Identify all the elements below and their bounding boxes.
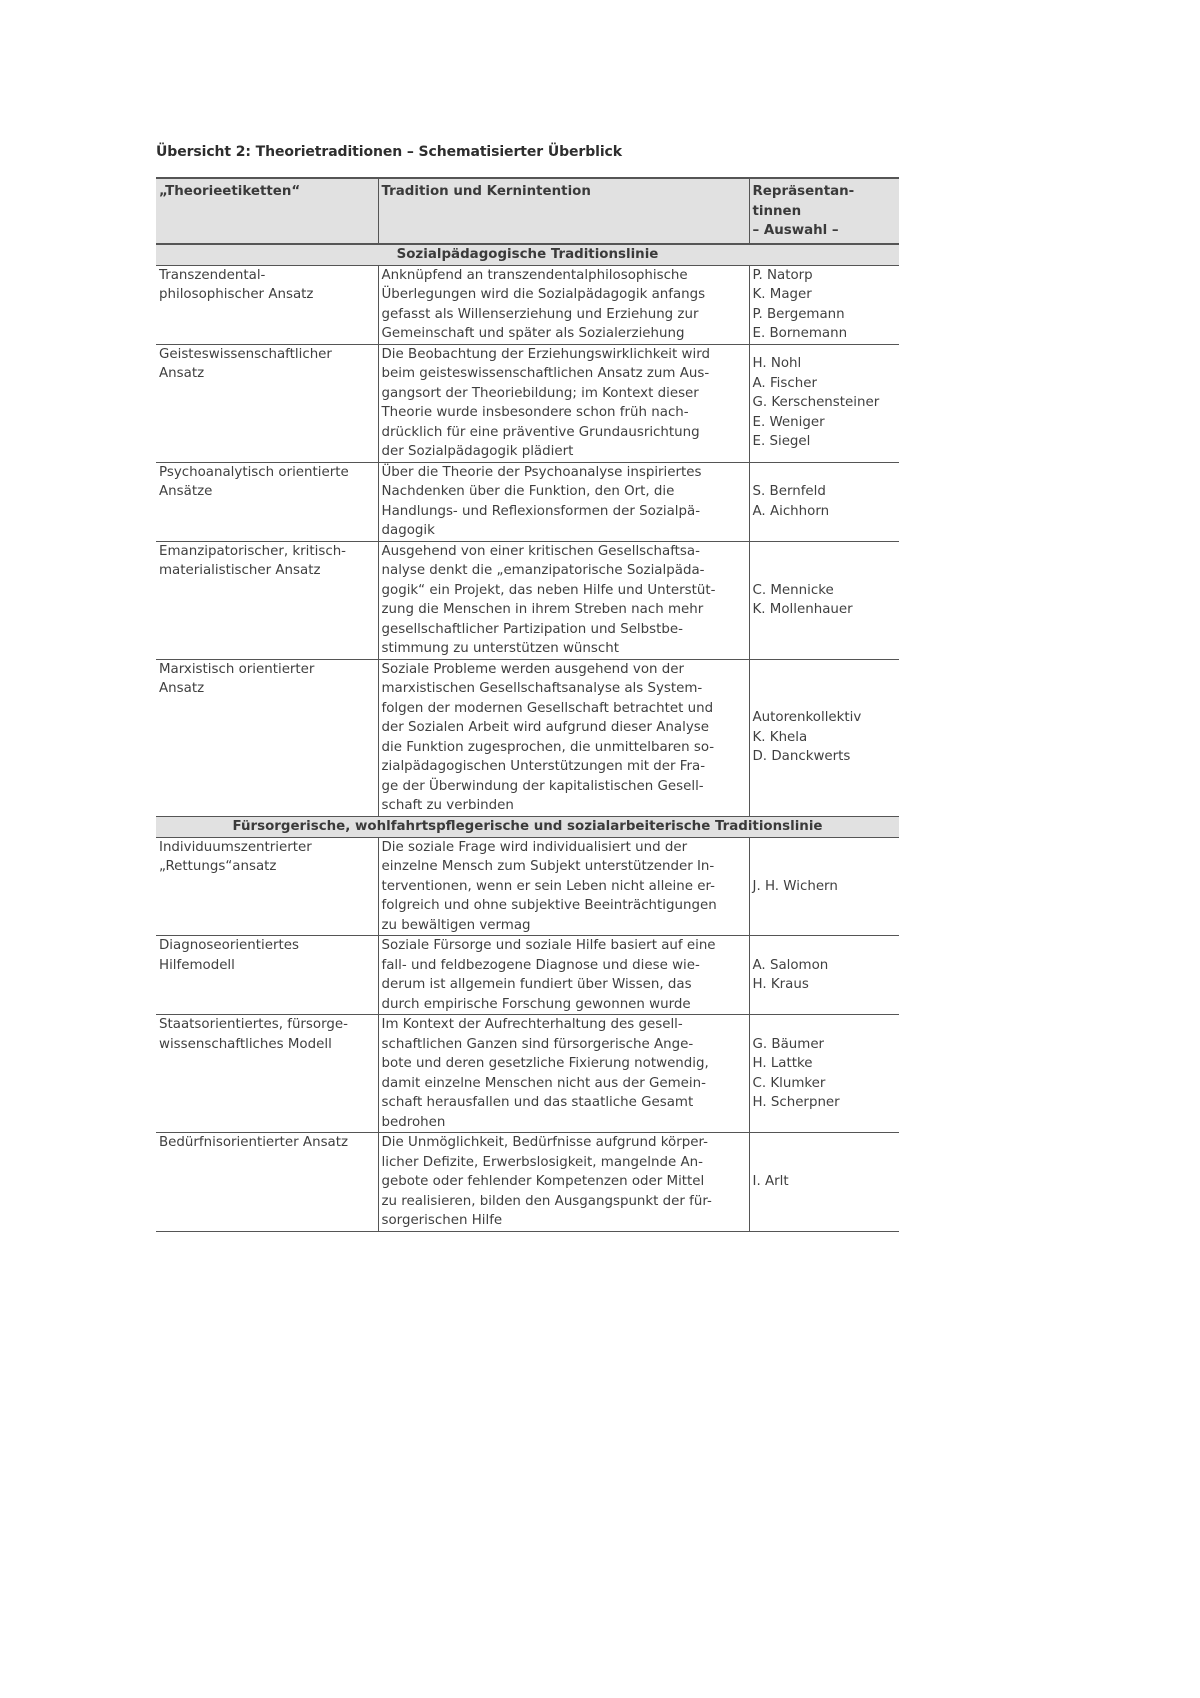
theory-label: Diagnoseorientiertes Hilfemodell bbox=[159, 938, 299, 973]
tradition-description: Soziale Fürsorge und soziale Hilfe basiert auf eine fall- und feldbezogene Diagnose und diese wie- derum ist allgemein fundiert über Wissen, das durch empirische Forschung gewonnen wurde bbox=[381, 938, 716, 1012]
representative-name: G. Kerschensteiner bbox=[752, 395, 880, 411]
representatives-list bbox=[753, 708, 897, 767]
theory-label: Staatsorientiertes, fürsorge- wissenschaftliches Modell bbox=[159, 1017, 348, 1052]
tradition-description: Soziale Probleme werden ausgehend von der marxistischen Gesellschaftsanalyse als System- folgen der modernen Gesellschaft betrachtet und der Sozialen Arbeit wird aufgrund dieser Analyse die Funktion zugesprochen, die unmittelbaren so- zialpädagogischen Unterstützungen mit der Fra- ge der Überwindung der kapitalistischen Gesell- schaft zu verbinden bbox=[381, 661, 715, 813]
section-row bbox=[156, 244, 899, 266]
theory-traditions-table bbox=[156, 177, 899, 1232]
representative-name: D. Danckwerts bbox=[752, 749, 851, 765]
tradition-cell bbox=[378, 462, 749, 541]
table-body bbox=[156, 244, 899, 1232]
tradition-cell bbox=[378, 1015, 749, 1133]
theory-label-cell bbox=[156, 462, 378, 541]
representatives-cell bbox=[749, 1015, 899, 1133]
theory-label-cell bbox=[156, 936, 378, 1015]
representative-name: E. Bornemann bbox=[752, 326, 848, 341]
representatives-list bbox=[753, 354, 897, 452]
representatives-list bbox=[753, 1035, 897, 1113]
theory-label-cell bbox=[156, 344, 378, 462]
representative-name: E. Weniger bbox=[752, 414, 825, 430]
header-tradition: Tradition und Kernintention bbox=[378, 178, 749, 244]
representative-name: E. Siegel bbox=[752, 434, 811, 450]
table-row bbox=[156, 936, 899, 1015]
representative-name: K. Mollenhauer bbox=[752, 602, 853, 617]
theory-label-cell bbox=[156, 659, 378, 816]
representative-name: P. Natorp bbox=[752, 267, 813, 283]
page-title: Übersicht 2: Theorietraditionen – Schematisierter Überblick bbox=[156, 144, 622, 160]
tradition-description: Anknüpfend an transzendentalphilosophische Überlegungen wird die Sozialpädagogik anfangs gefasst als Willenserziehung und Erziehung zur Gemeinschaft und später als Sozialerziehung bbox=[381, 267, 706, 341]
representative-name: A. Salomon bbox=[752, 957, 829, 973]
representatives-list bbox=[753, 1172, 897, 1192]
representatives-cell bbox=[749, 541, 899, 659]
table-header-row bbox=[156, 178, 899, 244]
tradition-description: Die Beobachtung der Erziehungswirklichkeit wird beim geisteswissenschaftlichen Ansatz zum Aus- gangsort der Theoriebildung; im Kontext dieser Theorie wurde insbesondere schon früh nach- drücklich für eine präventive Grundausrichtung der Sozialpädagogik plädiert bbox=[381, 346, 710, 459]
table-row bbox=[156, 265, 899, 344]
representatives-list bbox=[753, 956, 897, 995]
section-row bbox=[156, 816, 899, 837]
tradition-description: Die soziale Frage wird individualisiert und der einzelne Mensch zum Subjekt unterstützender In- terventionen, wenn er sein Leben nicht alleine er- folgreich und ohne subjektive Beeinträchtigungen zu bewältigen vermag bbox=[381, 839, 717, 933]
representatives-list bbox=[753, 266, 897, 344]
representative-name: H. Lattke bbox=[752, 1056, 813, 1071]
representative-name: A. Aichhorn bbox=[752, 503, 830, 519]
tradition-description: Im Kontext der Aufrechterhaltung des gesell- schaftlichen Ganzen sind fürsorgerische Ange- bote und deren gesetzliche Fixierung notwendig, damit einzelne Menschen nicht aus der Gemein- schaft herausfallen und das staatliche Gesamt bedrohen bbox=[381, 1017, 709, 1130]
table-row bbox=[156, 344, 899, 462]
representatives-cell bbox=[749, 837, 899, 936]
representatives-cell bbox=[749, 462, 899, 541]
tradition-cell bbox=[378, 1133, 749, 1232]
tradition-description: Ausgehend von einer kritischen Gesellschaftsa- nalyse denkt die „emanzipatorische Sozialpäda- gogik“ ein Projekt, das neben Hilfe und Unterstüt- zung die Menschen in ihrem Streben nach mehr gesellschaftlicher Partizipation und Selbstbe- stimmung zu unterstützen wünscht bbox=[381, 543, 716, 656]
theory-label-cell bbox=[156, 541, 378, 659]
representative-name: C. Mennicke bbox=[752, 582, 834, 598]
header-representatives: Repräsentan- tinnen – Auswahl – bbox=[749, 178, 899, 244]
table-row bbox=[156, 1015, 899, 1133]
theory-label-cell bbox=[156, 837, 378, 936]
representatives-cell bbox=[749, 265, 899, 344]
representative-name: C. Klumker bbox=[752, 1075, 826, 1091]
representatives-cell bbox=[749, 659, 899, 816]
representatives-cell bbox=[749, 1133, 899, 1232]
theory-label: Marxistisch orientierter Ansatz bbox=[159, 661, 315, 696]
table-row bbox=[156, 1133, 899, 1232]
theory-label: Emanzipatorischer, kritisch- materialistischer Ansatz bbox=[159, 543, 347, 578]
representative-name: K. Mager bbox=[752, 287, 812, 302]
table-row bbox=[156, 462, 899, 541]
table-row bbox=[156, 837, 899, 936]
theory-label: Geisteswissenschaftlicher Ansatz bbox=[159, 346, 332, 381]
theory-label: Transzendental- philosophischer Ansatz bbox=[159, 267, 314, 302]
theory-label-cell bbox=[156, 1133, 378, 1232]
representative-name: P. Bergemann bbox=[752, 306, 845, 322]
representatives-list bbox=[753, 482, 897, 521]
tradition-description: Über die Theorie der Psychoanalyse inspiriertes Nachdenken über die Funktion, den Ort, die Handlungs- und Reflexionsformen der Sozialpä- dagogik bbox=[381, 464, 702, 538]
representative-name: G. Bäumer bbox=[752, 1036, 825, 1052]
representative-name: H. Scherpner bbox=[752, 1095, 840, 1110]
tradition-cell bbox=[378, 344, 749, 462]
representatives-cell bbox=[749, 936, 899, 1015]
tradition-cell bbox=[378, 541, 749, 659]
table-row bbox=[156, 659, 899, 816]
section-title: Fürsorgerische, wohlfahrtspflegerische und sozialarbeiterische Traditionslinie bbox=[156, 816, 899, 837]
tradition-cell bbox=[378, 837, 749, 936]
representative-name: K. Khela bbox=[752, 729, 808, 745]
representatives-list bbox=[753, 581, 897, 620]
representatives-list bbox=[753, 877, 897, 897]
tradition-description: Die Unmöglichkeit, Bedürfnisse aufgrund körper- licher Defizite, Erwerbslosigkeit, mangelnde An- gebote oder fehlender Kompetenzen oder Mittel zu realisieren, bilden den Ausgangspunkt der für- sorgerischen Hilfe bbox=[381, 1135, 712, 1228]
representative-name: J. H. Wichern bbox=[752, 878, 838, 894]
theory-label-cell bbox=[156, 1015, 378, 1133]
theory-label: Individuumszentrierter „Rettungs“ansatz bbox=[159, 839, 312, 874]
representative-name: S. Bernfeld bbox=[752, 484, 826, 499]
tradition-cell bbox=[378, 659, 749, 816]
header-theory-labels: „Theorieetiketten“ bbox=[156, 178, 378, 244]
tradition-cell bbox=[378, 265, 749, 344]
theory-label: Bedürfnisorientierter Ansatz bbox=[159, 1135, 349, 1150]
representative-name: H. Nohl bbox=[752, 356, 802, 372]
theory-label-cell bbox=[156, 265, 378, 344]
section-title: Sozialpädagogische Traditionslinie bbox=[156, 244, 899, 266]
representatives-cell bbox=[749, 344, 899, 462]
representative-name: H. Kraus bbox=[752, 977, 809, 992]
table-row bbox=[156, 541, 899, 659]
representative-name: Autorenkollektiv bbox=[752, 710, 862, 726]
theory-label: Psychoanalytisch orientierte Ansätze bbox=[159, 464, 349, 499]
representative-name: I. Arlt bbox=[752, 1174, 789, 1189]
representative-name: A. Fischer bbox=[752, 375, 817, 391]
tradition-cell bbox=[378, 936, 749, 1015]
